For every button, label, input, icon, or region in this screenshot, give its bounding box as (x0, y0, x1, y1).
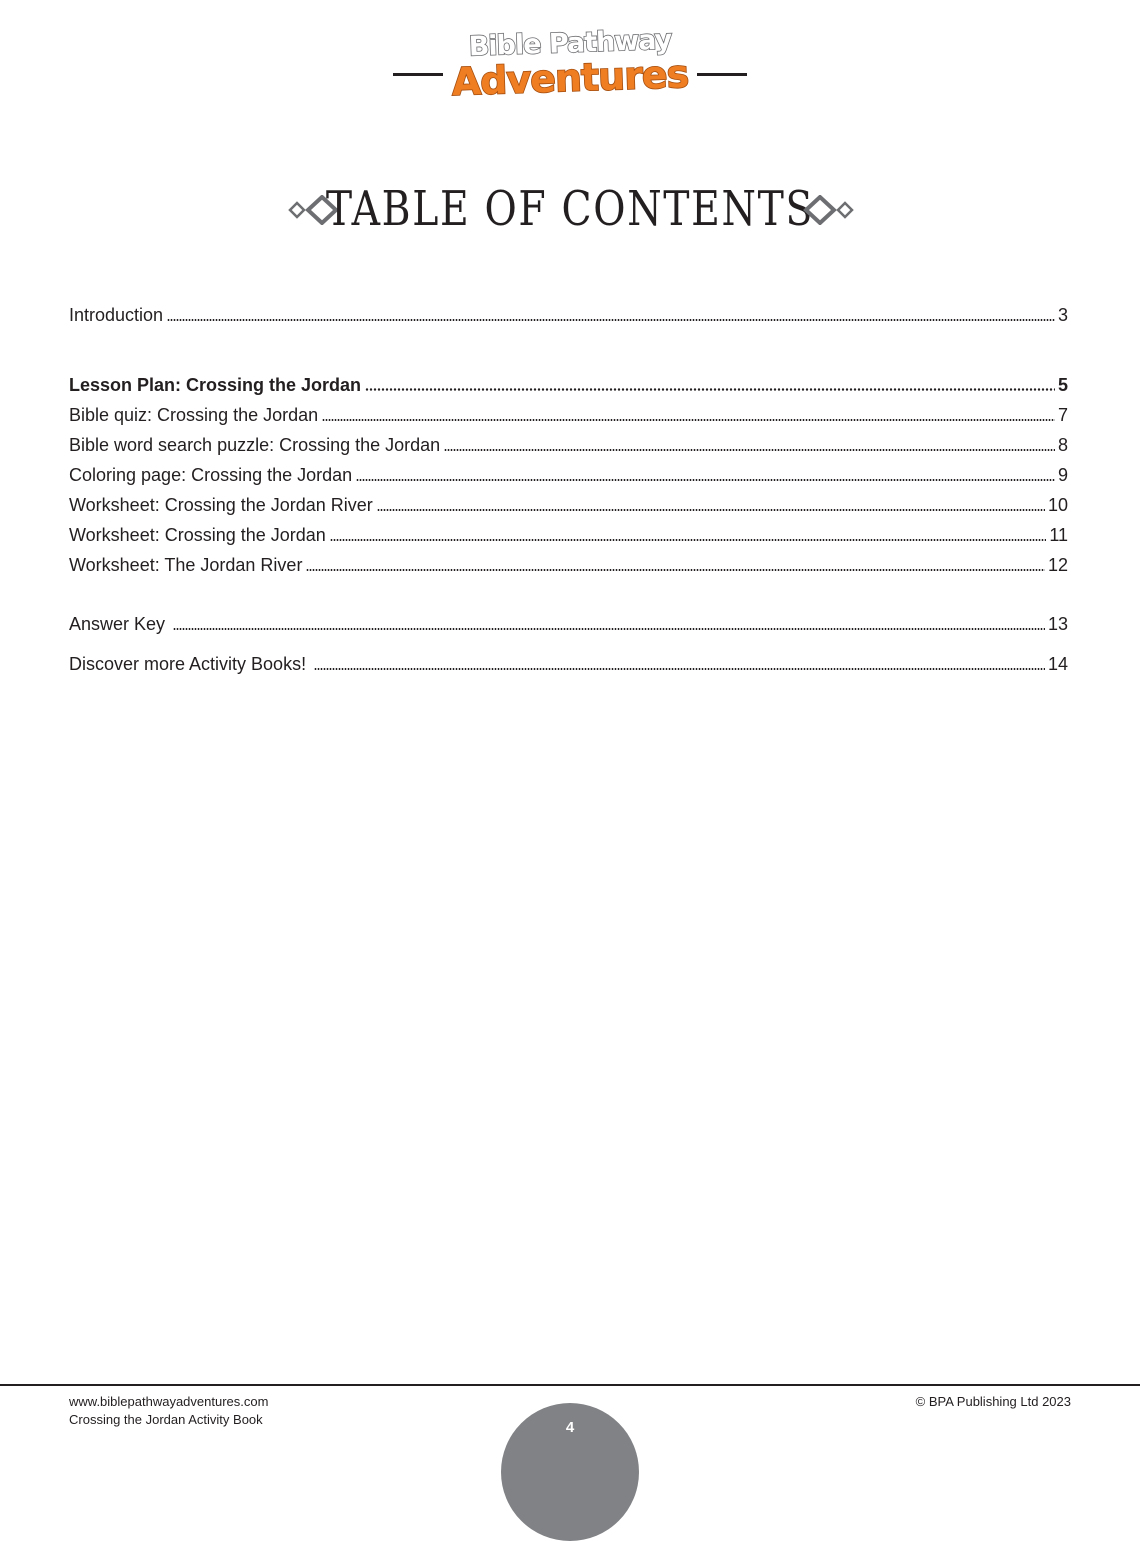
toc-entry-worksheet-jordan-river[interactable] (69, 486, 1068, 516)
toc-entry-label: Worksheet: Crossing the Jordan (69, 525, 326, 545)
title-block (0, 175, 1140, 255)
dot-leader (365, 388, 1055, 391)
dot-leader (330, 539, 1047, 541)
toc-entry-bible-quiz[interactable] (69, 396, 1068, 426)
toc-entry-label: Discover more Activity Books! (69, 654, 307, 674)
toc-entry-answer-key[interactable] (69, 605, 1068, 635)
page-number: 4 (565, 1419, 575, 1436)
toc-entry-page: 13 (1047, 614, 1068, 634)
toc-entry-label: Coloring page: Crossing the Jordan (69, 465, 353, 485)
logo (0, 24, 1140, 108)
footer-rule (0, 1384, 1140, 1386)
toc-entry-page: 3 (1057, 305, 1068, 325)
toc-entry-label: Worksheet: The Jordan River (69, 555, 303, 575)
toc-entry-label: Introduction (69, 305, 164, 325)
footer-copyright: © BPA Publishing Ltd 2023 (915, 1394, 1071, 1409)
toc-entry-word-search[interactable] (69, 426, 1068, 456)
toc-entry-page: 10 (1047, 495, 1068, 515)
dot-leader (306, 569, 1045, 571)
logo-text-bottom: Adventures (451, 51, 689, 105)
toc-entry-coloring-page[interactable] (69, 456, 1068, 486)
toc-entry-page: 7 (1057, 405, 1068, 425)
toc-entry-page: 14 (1047, 654, 1068, 674)
dot-leader (322, 419, 1055, 421)
toc-entry-label: Bible quiz: Crossing the Jordan (69, 405, 319, 425)
dot-leader (167, 319, 1055, 321)
dot-leader (314, 668, 1045, 670)
toc-entry-page: 9 (1057, 465, 1068, 485)
toc-entry-label: Answer Key (69, 614, 166, 634)
footer-left (69, 1393, 268, 1429)
toc-entry-page: 12 (1047, 555, 1068, 575)
toc-entry-page: 5 (1057, 375, 1068, 395)
footer-website-link[interactable]: www.biblepathwayadventures.com (69, 1394, 269, 1409)
dot-leader (356, 479, 1055, 481)
toc-entry-page: 8 (1057, 435, 1068, 455)
toc-entry-introduction[interactable] (69, 296, 1068, 326)
toc-entry-worksheet-the-jordan-river[interactable] (69, 546, 1068, 576)
toc-entry-label: Bible word search puzzle: Crossing the Jordan (69, 435, 441, 455)
toc-entry-lesson-plan[interactable] (69, 366, 1068, 396)
toc-entry-discover-more[interactable] (69, 645, 1068, 675)
dot-leader (173, 628, 1045, 630)
toc-entry-worksheet-crossing[interactable] (69, 516, 1068, 546)
toc-entry-label: Lesson Plan: Crossing the Jordan (69, 375, 362, 395)
diamond-ornament-right-icon (798, 195, 854, 225)
dot-leader (377, 509, 1045, 511)
logo-text-top: Bible Pathway (468, 24, 672, 63)
toc-entry-label: Worksheet: Crossing the Jordan River (69, 495, 373, 515)
page-title: TABLE OF CONTENTS (325, 181, 815, 237)
dot-leader (444, 449, 1055, 451)
footer-book-title: Crossing the Jordan Activity Book (69, 1412, 263, 1427)
toc-entry-page: 11 (1049, 525, 1068, 545)
